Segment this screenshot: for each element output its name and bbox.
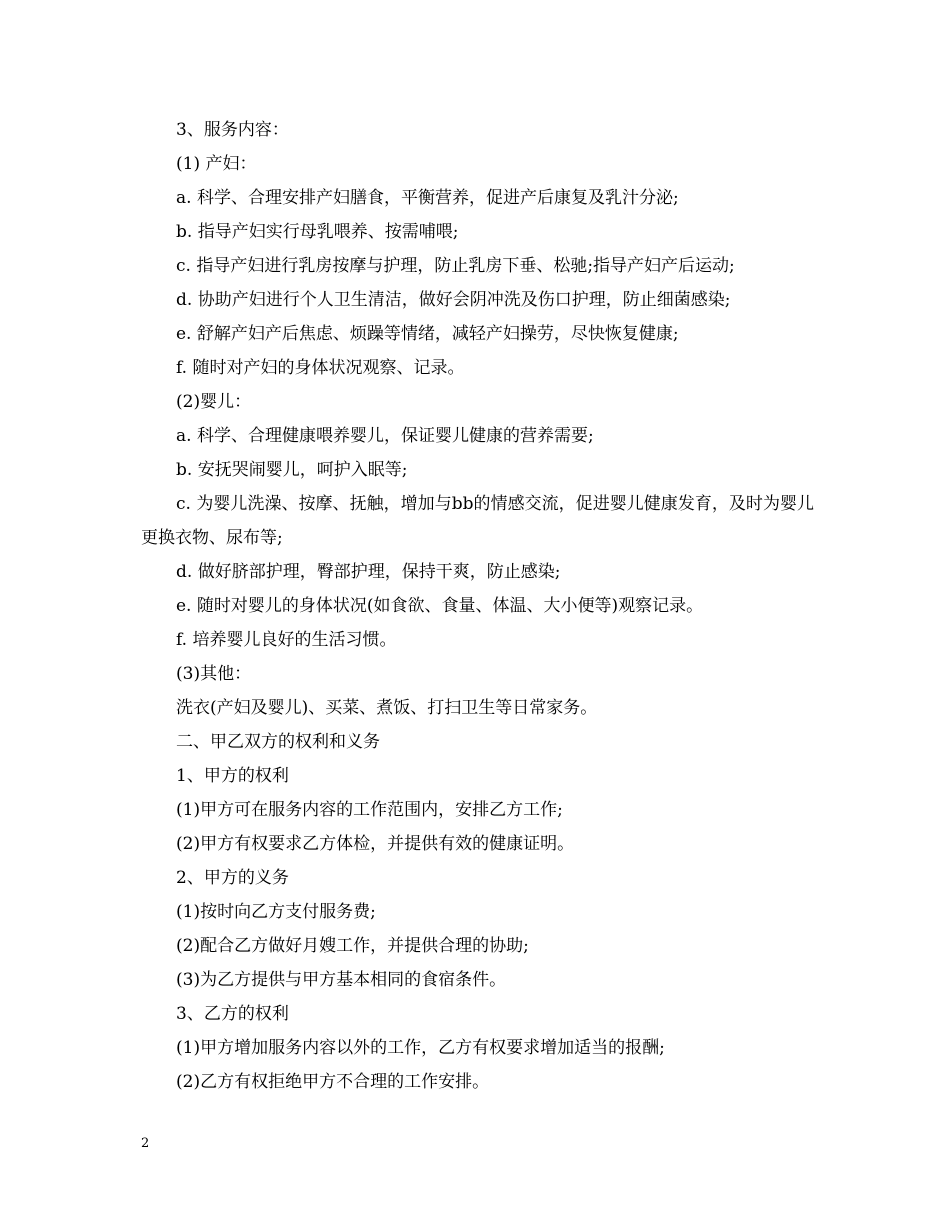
list-item: c. 指导产妇进行乳房按摩与护理，防止乳房下垂、松驰;指导产妇产后运动;	[176, 256, 735, 276]
list-item: (2)乙方有权拒绝甲方不合理的工作安排。	[176, 1072, 490, 1092]
list-item: (1)按时向乙方支付服务费;	[176, 902, 376, 922]
list-item: c. 为婴儿洗澡、按摩、抚触，增加与bb的情感交流，促进婴儿健康发育，及时为婴儿更换衣物、尿布等;	[141, 494, 814, 548]
subsection-heading: 2、甲方的义务	[176, 868, 289, 888]
list-item: d. 做好脐部护理，臀部护理，保持干爽，防止感染;	[176, 562, 561, 582]
list-item: (1)甲方增加服务内容以外的工作，乙方有权要求增加适当的报酬;	[176, 1038, 665, 1058]
section-heading: 二、甲乙双方的权利和义务	[176, 732, 380, 752]
page-number: 2	[141, 1136, 150, 1151]
list-item: f. 随时对产妇的身体状况观察、记录。	[176, 358, 465, 378]
list-item: a. 科学、合理健康喂养婴儿，保证婴儿健康的营养需要;	[176, 426, 594, 446]
section-heading: 3、服务内容：	[176, 120, 289, 140]
list-item: e. 随时对婴儿的身体状况(如食欲、食量、体温、大小便等)观察记录。	[176, 596, 704, 616]
list-item: b. 安抚哭闹婴儿，呵护入眠等;	[176, 460, 408, 480]
list-item: e. 舒解产妇产后焦虑、烦躁等情绪，减轻产妇操劳，尽快恢复健康;	[176, 324, 679, 344]
paragraph: 洗衣(产妇及婴儿)、买菜、煮饭、打扫卫生等日常家务。	[176, 698, 598, 718]
list-item: f. 培养婴儿良好的生活习惯。	[176, 630, 397, 650]
list-item: (1)甲方可在服务内容的工作范围内，安排乙方工作;	[176, 800, 563, 820]
list-item: b. 指导产妇实行母乳喂养、按需哺喂;	[176, 222, 459, 242]
subsection-heading: (1) 产妇：	[176, 154, 257, 174]
subsection-heading: 3、乙方的权利	[176, 1004, 289, 1024]
document-body	[141, 113, 821, 1099]
list-item: a. 科学、合理安排产妇膳食，平衡营养，促进产后康复及乳汁分泌;	[176, 188, 679, 208]
subsection-heading: (2)婴儿：	[176, 392, 252, 412]
list-item: (3)为乙方提供与甲方基本相同的食宿条件。	[176, 970, 507, 990]
list-item: (2)甲方有权要求乙方体检，并提供有效的健康证明。	[176, 834, 575, 854]
list-item: d. 协助产妇进行个人卫生清洁，做好会阴冲洗及伤口护理，防止细菌感染;	[176, 290, 731, 310]
subsection-heading: 1、甲方的权利	[176, 766, 289, 786]
subsection-heading: (3)其他：	[176, 664, 252, 684]
list-item: (2)配合乙方做好月嫂工作，并提供合理的协助;	[176, 936, 529, 956]
